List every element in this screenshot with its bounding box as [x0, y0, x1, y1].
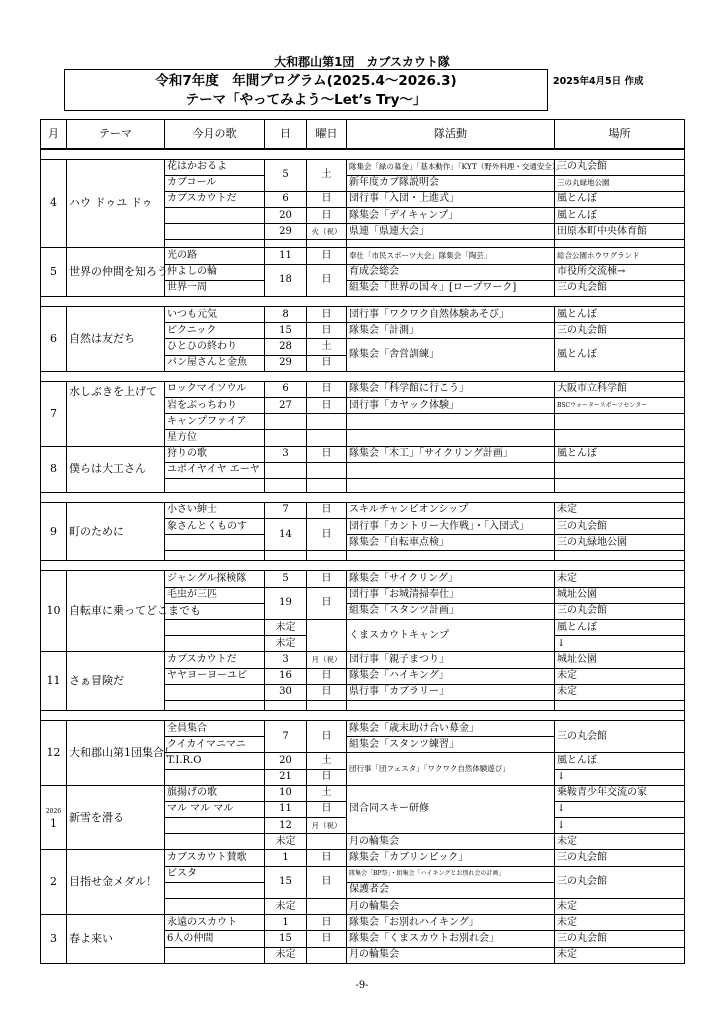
song-cell: 仲よしの輪: [165, 264, 265, 280]
col-header-activity: 隊活動: [347, 120, 555, 150]
day-cell: 3: [265, 652, 307, 668]
col-header-song: 今月の歌: [165, 120, 265, 150]
weekday-cell: 日: [307, 915, 347, 931]
theme-cell: 春よ来い: [67, 915, 165, 964]
table-row: [41, 381, 685, 397]
place-cell: 三の丸会館: [555, 866, 685, 898]
activity-cell: 隊集会「木工」「サイクリング計画」: [347, 446, 555, 462]
organization-name: 大和郡山第1団 カブスカウト隊: [274, 55, 450, 69]
place-cell: 三の丸緑地公園: [555, 175, 685, 191]
day-cell: 1: [265, 915, 307, 931]
month-cell: 10: [41, 571, 67, 652]
song-cell: いつも元気: [165, 307, 265, 323]
song-cell: ひとひの終わり: [165, 339, 265, 355]
activity-cell: 隊集会「緑の募金」「基本動作」「KYT（野外料理・交通安全）」: [347, 159, 555, 175]
activity-cell: 組集会「世界の国々」[ロープワーク]: [347, 280, 555, 296]
theme-cell: 新雪を滑る: [67, 785, 165, 850]
spacer-row: [41, 297, 685, 307]
song-cell: 狩りの歌: [165, 446, 265, 462]
place-cell: 三の丸会館: [555, 519, 685, 535]
weekday-cell: 日: [307, 323, 347, 339]
col-header-month: 月: [41, 120, 67, 150]
song-cell: カブスカウトだ: [165, 191, 265, 207]
weekday-cell: 日: [307, 684, 347, 700]
activity-cell: 隊集会「科学館に行こう」: [347, 381, 555, 397]
day-cell: 5: [265, 571, 307, 587]
weekday-cell: 日: [307, 519, 347, 551]
day-cell: 29: [265, 355, 307, 371]
song-cell: ヤヤヨーヨーユピ: [165, 668, 265, 684]
place-cell: ↓: [555, 769, 685, 785]
weekday-cell: 日: [307, 397, 347, 413]
weekday-cell: 日: [307, 571, 347, 587]
place-cell: 三の丸会館: [555, 323, 685, 339]
theme-cell: 世界の仲間を知ろう: [67, 248, 165, 297]
day-cell: 15: [265, 931, 307, 947]
activity-cell: 育成会総会: [347, 264, 555, 280]
theme-cell: 町のために: [67, 502, 165, 561]
activity-cell: 月の輪集会: [347, 899, 555, 915]
activity-cell: 隊集会「カブリンピック」: [347, 850, 555, 866]
activity-cell: 新年度カブ隊説明会: [347, 175, 555, 191]
activity-cell: 隊集会「BP祭」・組集会「ハイキングとお別れ会の計画」: [347, 866, 555, 882]
month-number: 1: [50, 816, 57, 830]
weekday-cell: [307, 620, 347, 652]
table-row: [41, 785, 685, 801]
song-cell: [165, 224, 265, 240]
activity-cell: 隊集会「歳末助け合い募金」: [347, 720, 555, 736]
place-cell: 城址公園: [555, 587, 685, 603]
day-cell: 30: [265, 684, 307, 700]
place-cell: 三の丸会館: [555, 159, 685, 175]
song-cell: 6人の仲間: [165, 931, 265, 947]
activity-cell: 団行事「お城清掃奉仕」: [347, 587, 555, 603]
program-theme: テーマ「やってみよう～Let’s Try～」: [185, 92, 427, 108]
place-cell: ↓: [555, 636, 685, 652]
song-cell: 全員集合: [165, 720, 265, 736]
place-cell: 三の丸会館: [555, 603, 685, 619]
theme-cell: 僕らは大工さん: [67, 446, 165, 492]
weekday-cell: 土: [307, 339, 347, 355]
weekday-cell: [307, 834, 347, 850]
place-cell: 乗鞍青少年交流の家: [555, 785, 685, 801]
place-cell: 市役所交流棟→: [555, 264, 685, 280]
created-date: 2025年4月5日 作成: [553, 76, 644, 87]
col-header-day: 日: [265, 120, 307, 150]
theme-cell: 水しぶきを上げて: [67, 381, 165, 446]
day-cell: 28: [265, 339, 307, 355]
song-cell: 小さい紳士: [165, 502, 265, 518]
table-row: [41, 571, 685, 587]
table-row: [41, 307, 685, 323]
weekday-cell: 日: [307, 720, 347, 752]
place-cell: 未定: [555, 668, 685, 684]
weekday-cell: 土: [307, 785, 347, 801]
place-cell: 風とんぼ: [555, 446, 685, 462]
day-cell: 6: [265, 381, 307, 397]
day-cell: 15: [265, 323, 307, 339]
song-cell: ジャングル探検隊: [165, 571, 265, 587]
day-cell: 7: [265, 502, 307, 518]
weekday-cell: 土: [307, 159, 347, 191]
song-cell: ユポイヤイヤ エーヤ: [165, 462, 265, 478]
activity-cell: 月の輪集会: [347, 947, 555, 963]
place-cell: 未定: [555, 684, 685, 700]
day-cell: 未定: [265, 636, 307, 652]
weekday-cell: 日: [307, 208, 347, 224]
year-prefix: 2026: [45, 807, 62, 815]
activity-cell: 隊集会「自転車点検」: [347, 535, 555, 551]
song-cell: 世界一周: [165, 280, 265, 296]
table-row: [41, 159, 685, 175]
day-cell: 29: [265, 224, 307, 240]
song-cell: T.I.R.O: [165, 753, 265, 769]
song-cell: カブスカウト賛歌: [165, 850, 265, 866]
activity-cell: スキルチャンピオンシップ: [347, 502, 555, 518]
table-header-row: [41, 120, 685, 150]
month-cell: 4: [41, 159, 67, 248]
month-cell: 12: [41, 720, 67, 785]
activity-cell: 団合同スキー研修: [347, 785, 555, 834]
place-cell: 未定: [555, 915, 685, 931]
activity-cell: 隊集会「サイクリング」: [347, 571, 555, 587]
place-cell: 風とんぼ: [555, 339, 685, 371]
spacer-row: [41, 561, 685, 571]
song-cell: ピクニック: [165, 323, 265, 339]
day-cell: 6: [265, 191, 307, 207]
place-cell: 未定: [555, 899, 685, 915]
weekday-cell: 日: [307, 248, 347, 264]
day-cell: 未定: [265, 834, 307, 850]
weekday-cell: [307, 947, 347, 963]
theme-cell: 目指せ金メダル！: [67, 850, 165, 915]
place-cell: 未定: [555, 571, 685, 587]
place-cell: 未定: [555, 834, 685, 850]
activity-cell: 県行事「カブラリー」: [347, 684, 555, 700]
place-cell: 風とんぼ: [555, 208, 685, 224]
place-cell: ↓: [555, 801, 685, 817]
annual-program-table: [40, 119, 685, 964]
month-cell: 8: [41, 446, 67, 492]
program-title: 令和7年度 年間プログラム(2025.4～2026.3): [155, 73, 457, 89]
song-cell: 旗揚げの歌: [165, 785, 265, 801]
activity-cell: 隊集会「デイキャンプ」: [347, 208, 555, 224]
weekday-cell: 火（祝）: [307, 224, 347, 240]
activity-cell: 団行事「入団・上進式」: [347, 191, 555, 207]
activity-cell: 月の輪集会: [347, 834, 555, 850]
spacer-row: [41, 710, 685, 720]
table-row: [41, 446, 685, 462]
weekday-cell: [307, 899, 347, 915]
day-cell: 14: [265, 519, 307, 551]
activity-cell: 団行事「ワクワク自然体験あそび」: [347, 307, 555, 323]
month-cell: 2: [41, 850, 67, 915]
activity-cell: 組集会「スタンツ練習」: [347, 737, 555, 753]
month-cell: 3: [41, 915, 67, 964]
song-cell: [165, 208, 265, 224]
day-cell: 3: [265, 446, 307, 462]
place-cell: ↓: [555, 818, 685, 834]
song-cell: [165, 818, 265, 834]
song-cell: 花はかおるよ: [165, 159, 265, 175]
song-cell: マル マル マル: [165, 801, 265, 817]
song-cell: ロックマイソウル: [165, 381, 265, 397]
weekday-cell: 日: [307, 307, 347, 323]
weekday-cell: 月（祝）: [307, 652, 347, 668]
day-cell: 15: [265, 866, 307, 898]
weekday-cell: 日: [307, 931, 347, 947]
activity-cell: 奉仕「市民スポーツ大会」隊集会「陶芸」: [347, 248, 555, 264]
weekday-cell: 日: [307, 801, 347, 817]
month-cell: 6: [41, 307, 67, 372]
day-cell: 7: [265, 720, 307, 752]
activity-cell: 隊集会「計測」: [347, 323, 555, 339]
month-cell: 5: [41, 248, 67, 297]
weekday-cell: 日: [307, 668, 347, 684]
day-cell: 19: [265, 587, 307, 619]
day-cell: 11: [265, 801, 307, 817]
month-cell: 9: [41, 502, 67, 561]
place-cell: 田原本町中央体育館: [555, 224, 685, 240]
song-cell: 毛虫が三匹: [165, 587, 265, 603]
day-cell: 18: [265, 264, 307, 296]
place-cell: 三の丸会館: [555, 720, 685, 752]
activity-cell: 隊集会「ハイキング」: [347, 668, 555, 684]
spacer-row: [41, 371, 685, 381]
activity-cell: 組集会「スタンツ計画」: [347, 603, 555, 619]
theme-cell: ハウ ドゥユ ドゥ: [67, 159, 165, 248]
col-header-place: 場所: [555, 120, 685, 150]
weekday-cell: 日: [307, 446, 347, 462]
weekday-cell: 日: [307, 769, 347, 785]
weekday-cell: 日: [307, 381, 347, 397]
song-cell: クイカイマニマニ: [165, 737, 265, 753]
song-cell: パン屋さんと金魚: [165, 355, 265, 371]
program-title-box: [64, 69, 548, 111]
day-cell: 16: [265, 668, 307, 684]
day-cell: 未定: [265, 899, 307, 915]
song-cell: ビスタ: [165, 866, 265, 882]
place-cell: 大阪市立科学館: [555, 381, 685, 397]
place-cell: 三の丸会館: [555, 850, 685, 866]
place-cell: 城址公園: [555, 652, 685, 668]
table-row: [41, 502, 685, 518]
activity-cell: 団行事「カヤック体験」: [347, 397, 555, 413]
song-cell: 象さんとくものす: [165, 519, 265, 535]
spacer-row: [41, 492, 685, 502]
table-row: [41, 850, 685, 866]
month-cell: 7: [41, 381, 67, 446]
day-cell: 21: [265, 769, 307, 785]
place-cell: 風とんぼ: [555, 753, 685, 769]
song-cell: 永遠のスカウト: [165, 915, 265, 931]
table-row: [41, 248, 685, 264]
place-cell: 未定: [555, 502, 685, 518]
song-cell: カブスカウトだ: [165, 652, 265, 668]
day-cell: 27: [265, 397, 307, 413]
song-cell: 光の路: [165, 248, 265, 264]
col-header-theme: テーマ: [67, 120, 165, 150]
weekday-cell: 日: [307, 502, 347, 518]
activity-cell: 団行事「親子まつり」: [347, 652, 555, 668]
place-cell: 三の丸会館: [555, 931, 685, 947]
place-cell: 風とんぼ: [555, 620, 685, 636]
theme-cell: 自転車に乗ってどこまでも: [67, 571, 165, 652]
place-cell: 総合公園ホウワグランド: [555, 248, 685, 264]
day-cell: 20: [265, 208, 307, 224]
weekday-cell: 月（祝）: [307, 818, 347, 834]
place-cell: 風とんぼ: [555, 191, 685, 207]
weekday-cell: 日: [307, 587, 347, 619]
song-cell: 星方位: [165, 430, 265, 446]
place-cell: 未定: [555, 947, 685, 963]
page-number: -9-: [355, 980, 369, 991]
activity-cell: 隊集会「舎営訓練」: [347, 339, 555, 371]
day-cell: 1: [265, 850, 307, 866]
place-cell: 風とんぼ: [555, 307, 685, 323]
activity-cell: 隊集会「くまスカウトお別れ会」: [347, 931, 555, 947]
day-cell: 12: [265, 818, 307, 834]
weekday-cell: 日: [307, 355, 347, 371]
activity-cell: 団行事「団フェスタ」「ワクワク自然体験遊び」: [347, 753, 555, 785]
day-cell: 未定: [265, 947, 307, 963]
spacer-row: [41, 149, 685, 159]
col-header-weekday: 曜日: [307, 120, 347, 150]
weekday-cell: 日: [307, 866, 347, 898]
month-cell: [41, 785, 67, 850]
activity-cell: くまスカウトキャンプ: [347, 620, 555, 652]
theme-cell: さぁ冒険だ: [67, 652, 165, 711]
place-cell: 三の丸会館: [555, 280, 685, 296]
song-cell: 岩をぶっちわり: [165, 397, 265, 413]
weekday-cell: 土: [307, 753, 347, 769]
activity-cell: 団行事「カントリー大作戦」・「入団式」: [347, 519, 555, 535]
weekday-cell: 日: [307, 264, 347, 296]
activity-cell: 県連「県連大会」: [347, 224, 555, 240]
day-cell: 11: [265, 248, 307, 264]
activity-cell: 隊集会「お別れハイキング」: [347, 915, 555, 931]
weekday-cell: 日: [307, 191, 347, 207]
place-cell: 三の丸緑地公園: [555, 535, 685, 551]
theme-cell: 自然は友だち: [67, 307, 165, 372]
day-cell: 10: [265, 785, 307, 801]
day-cell: 8: [265, 307, 307, 323]
table-row: [41, 720, 685, 736]
theme-cell: 大和郡山第1団集合！: [67, 720, 165, 785]
activity-cell: 保護者会: [347, 882, 555, 898]
song-cell: カブコール: [165, 175, 265, 191]
place-cell: BSCウォータースポーツセンター: [555, 397, 685, 413]
table-row: [41, 652, 685, 668]
table-row: [41, 915, 685, 931]
day-cell: 未定: [265, 620, 307, 636]
weekday-cell: 日: [307, 850, 347, 866]
month-cell: 11: [41, 652, 67, 711]
song-cell: キャンプファイア: [165, 414, 265, 430]
day-cell: 20: [265, 753, 307, 769]
day-cell: 5: [265, 159, 307, 191]
